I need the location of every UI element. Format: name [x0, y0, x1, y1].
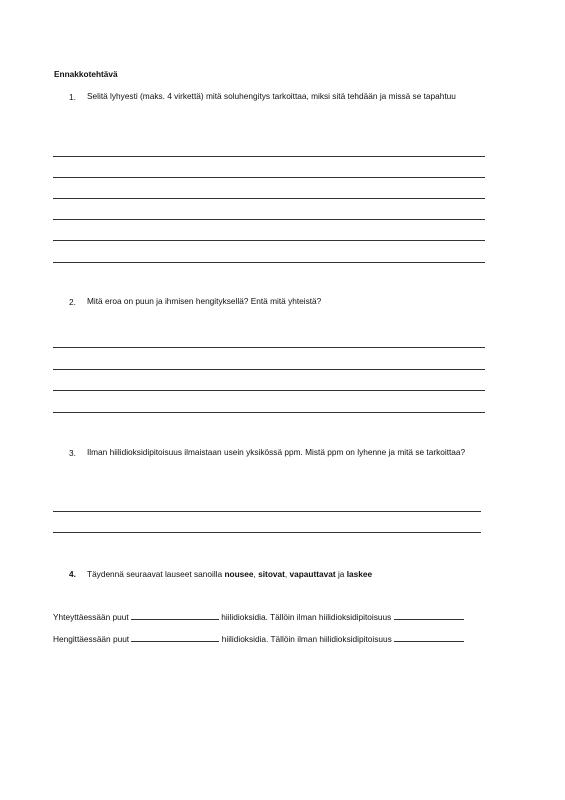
question-3-text: Ilman hiilidioksidipitoisuus ilmaistaan usein yksikössä ppm. Mistä ppm on lyhenne ja mitä se tarkoittaa?: [87, 447, 466, 457]
question-3-number: 3.: [69, 448, 76, 458]
sentence-1-start: Yhteyttäessään puut: [53, 612, 129, 622]
answer-line-2-2[interactable]: [53, 369, 485, 370]
answer-line-1-2[interactable]: [53, 177, 485, 178]
answer-line-2-4[interactable]: [53, 412, 485, 413]
sentence-2-middle: hiilidioksidia. Tällöin ilman hiilidioksidipitoisuus: [221, 634, 392, 644]
question-1-text: Selitä lyhyesti (maks. 4 virkettä) mitä soluhengitys tarkoittaa, miksi sitä tehdään ja missä se tapahtuu: [87, 91, 456, 101]
answer-line-1-5[interactable]: [53, 240, 485, 241]
question-4-text: Täydennä seuraavat lauseet sanoilla nousee, sitovat, vapauttavat ja laskee: [87, 569, 373, 579]
fill-sentence-1: [53, 611, 464, 622]
blank-2-a[interactable]: [131, 633, 219, 642]
page-title: Ennakkotehtävä: [54, 69, 118, 79]
fill-sentence-2: [53, 633, 464, 644]
word-laskee: laskee: [346, 569, 373, 579]
question-2-number: 2.: [69, 297, 76, 307]
sentence-1-middle: hiilidioksidia. Tällöin ilman hiilidioksidipitoisuus: [221, 612, 392, 622]
answer-line-1-1[interactable]: [53, 156, 485, 157]
word-nousee: nousee: [224, 569, 254, 579]
blank-2-b[interactable]: [394, 633, 464, 642]
blank-1-b[interactable]: [394, 611, 464, 620]
answer-line-2-3[interactable]: [53, 390, 485, 391]
answer-line-3-2[interactable]: [53, 532, 481, 533]
answer-line-3-1[interactable]: [53, 511, 481, 512]
question-1-number: 1.: [69, 92, 76, 102]
word-sitovat: sitovat: [258, 569, 285, 579]
answer-line-2-1[interactable]: [53, 347, 485, 348]
question-4-number: 4.: [69, 569, 76, 579]
sentence-2-start: Hengittäessään puut: [53, 634, 130, 644]
blank-1-a[interactable]: [131, 611, 219, 620]
answer-line-1-6[interactable]: [53, 262, 485, 263]
answer-line-1-4[interactable]: [53, 219, 485, 220]
word-vapauttavat: vapauttavat: [289, 569, 336, 579]
answer-line-1-3[interactable]: [53, 198, 485, 199]
question-2-text: Mitä eroa on puun ja ihmisen hengityksellä? Entä mitä yhteistä?: [87, 296, 322, 306]
